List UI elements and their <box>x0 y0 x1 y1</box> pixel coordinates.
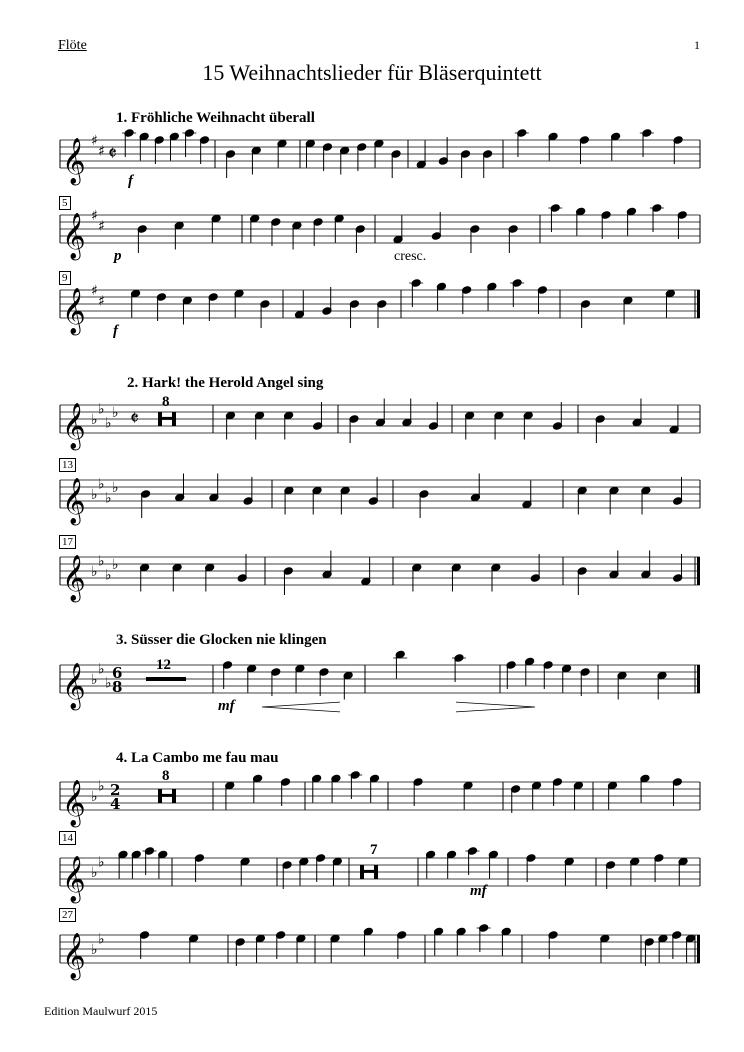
multirest-count: 8 <box>162 768 170 784</box>
flat-icon: ♭ <box>105 490 112 507</box>
treble-clef-icon: 𝄞 <box>62 138 86 184</box>
final-barline <box>697 290 700 318</box>
expression-text: cresc. <box>394 249 427 264</box>
final-barline <box>697 665 700 693</box>
treble-clef-icon: 𝄞 <box>62 288 86 334</box>
footer-text: Edition Maulwurf 2015 <box>44 1004 158 1018</box>
flat-icon: ♭ <box>98 476 105 493</box>
page-number: 1 <box>694 38 700 52</box>
flat-icon: ♭ <box>98 553 105 570</box>
measure-number: 13 <box>59 458 76 472</box>
flat-icon: ♭ <box>91 564 98 580</box>
multirest-count: 7 <box>370 842 378 858</box>
crescendo-hairpin <box>262 702 340 712</box>
dynamic-marking: f <box>113 323 118 339</box>
sharp-icon: ♯ <box>91 208 98 224</box>
sharp-icon: ♯ <box>91 133 98 149</box>
flat-icon: ♭ <box>105 675 112 692</box>
treble-clef-icon: 𝄞 <box>62 856 86 902</box>
measure-number: 17 <box>59 535 76 549</box>
measure-number: 14 <box>59 831 76 845</box>
multirest-count: 12 <box>156 657 171 673</box>
sharp-icon: ♯ <box>98 218 105 235</box>
final-barline <box>697 935 700 963</box>
time-signature: 4 <box>110 795 121 813</box>
instrument-name: Flöte <box>58 38 87 53</box>
treble-clef-icon: 𝄞 <box>62 213 86 259</box>
sharp-icon: ♯ <box>98 143 105 160</box>
multirest-bar <box>360 870 378 873</box>
piece-title-1: 1. Fröhliche Weihnacht überall <box>116 110 315 126</box>
cut-time-icon: 𝄵 <box>130 406 139 430</box>
flat-icon: ♭ <box>91 942 98 958</box>
multirest-bar <box>146 677 186 681</box>
piece-title-4: 4. La Cambo me fau mau <box>116 750 279 766</box>
measure-number: 5 <box>59 196 71 210</box>
flat-icon: ♭ <box>112 480 119 496</box>
time-signature: 8 <box>112 678 123 696</box>
treble-clef-icon: 𝄞 <box>62 780 86 826</box>
sharp-icon: ♯ <box>91 283 98 299</box>
measure-number: 27 <box>59 908 76 922</box>
final-barline <box>697 557 700 585</box>
time-signature: 2 <box>110 781 121 799</box>
dynamic-marking: p <box>114 248 122 264</box>
treble-clef-icon: 𝄞 <box>62 403 86 449</box>
multirest-count: 8 <box>162 394 170 410</box>
flat-icon: ♭ <box>98 854 105 871</box>
flat-icon: ♭ <box>105 567 112 584</box>
flat-icon: ♭ <box>112 557 119 573</box>
treble-clef-icon: 𝄞 <box>62 555 86 601</box>
flat-icon: ♭ <box>112 405 119 421</box>
treble-clef-icon: 𝄞 <box>62 933 86 979</box>
page-title: 15 Weihnachtslieder für Bläserquintett <box>202 60 542 85</box>
flat-icon: ♭ <box>91 487 98 503</box>
time-signature: 6 <box>112 664 123 682</box>
sharp-icon: ♯ <box>98 293 105 310</box>
flat-icon: ♭ <box>105 415 112 432</box>
multirest-bar <box>158 417 176 420</box>
dynamic-marking: f <box>128 173 133 189</box>
dynamic-marking: mf <box>470 883 487 899</box>
flat-icon: ♭ <box>91 865 98 881</box>
decrescendo-hairpin <box>456 702 535 712</box>
flat-icon: ♭ <box>98 778 105 795</box>
dynamic-marking: mf <box>218 698 235 714</box>
treble-clef-icon: 𝄞 <box>62 478 86 524</box>
treble-clef-icon: 𝄞 <box>62 663 86 709</box>
flat-icon: ♭ <box>98 661 105 678</box>
piece-title-2: 2. Hark! the Herold Angel sing <box>127 375 324 391</box>
measure-number: 9 <box>59 271 71 285</box>
flat-icon: ♭ <box>91 672 98 688</box>
cut-time-icon: 𝄵 <box>108 141 117 165</box>
flat-icon: ♭ <box>91 789 98 805</box>
flat-icon: ♭ <box>91 412 98 428</box>
multirest-bar <box>158 794 176 797</box>
flat-icon: ♭ <box>98 931 105 948</box>
piece-title-3: 3. Süsser die Glocken nie klingen <box>116 632 327 648</box>
flat-icon: ♭ <box>98 401 105 418</box>
